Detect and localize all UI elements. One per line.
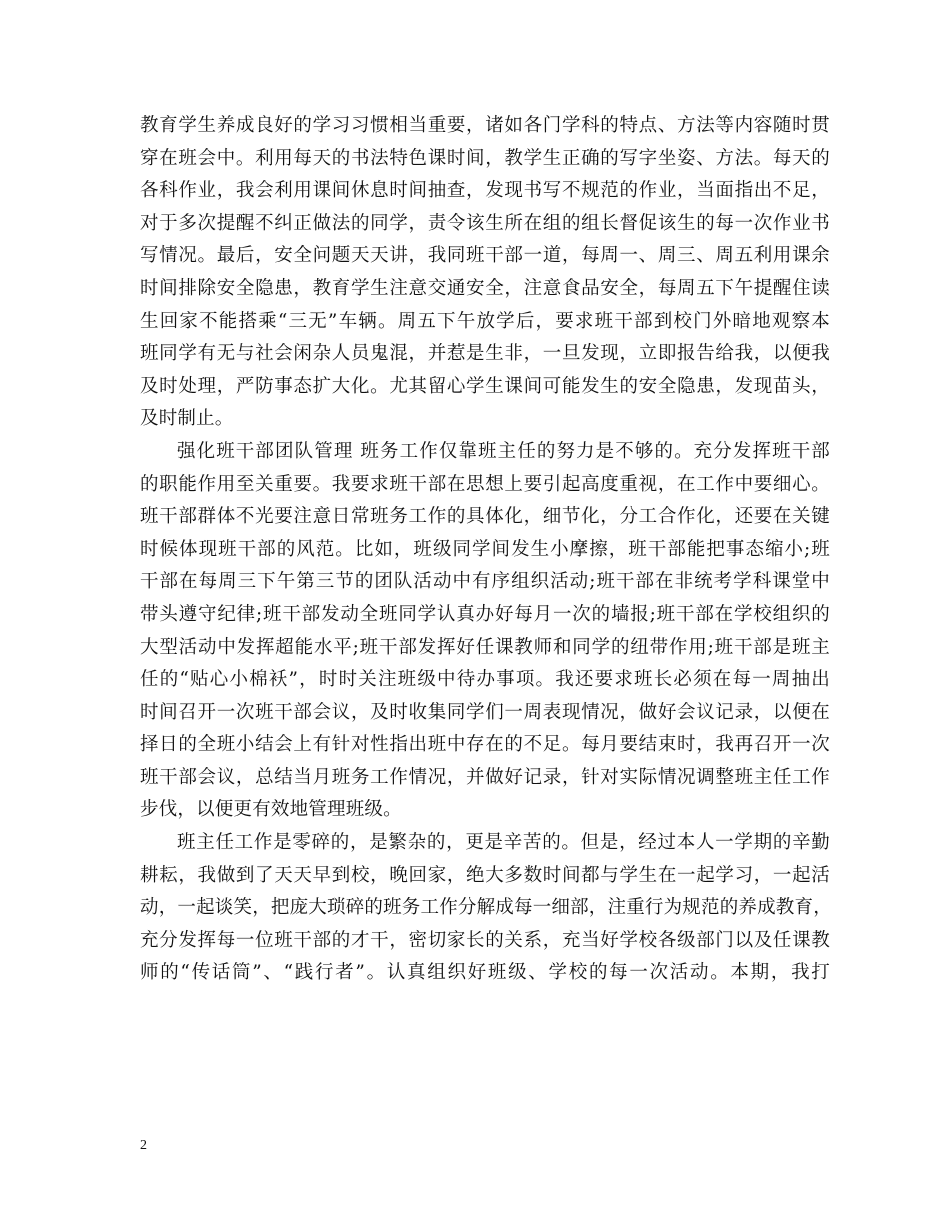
text-line: 对于多次提醒不纠正做法的同学，责令该生所在组的组长督促该生的每一次作业书 <box>140 212 830 234</box>
text-line: 各科作业，我会利用课间休息时间抽查，发现书写不规范的作业，当面指出不足， <box>140 180 830 202</box>
text-line: 步伐，以便更有效地管理班级。 <box>140 799 402 821</box>
text-line: 班同学有无与社会闲杂人员鬼混，并惹是生非，一旦发现，立即报告给我，以便我 <box>140 343 830 365</box>
text-line: 时间召开一次班干部会议，及时收集同学们一周表现情况，做好会议记录，以便在 <box>140 701 830 723</box>
text-line: 时间排除安全隐患，教育学生注意交通安全，注意食品安全，每周五下午提醒住读 <box>140 277 830 299</box>
text-line: 强化班干部团队管理 班务工作仅靠班主任的努力是不够的。充分发挥班干部 <box>177 440 830 462</box>
text-line: 师的“传话筒”、“践行者”。认真组织好班级、学校的每一次活动。本期，我打 <box>140 962 830 984</box>
text-line: 干部在每周三下午第三节的团队活动中有序组织活动;班干部在非统考学科课堂中 <box>140 571 830 593</box>
text-line: 班干部群体不光要注意日常班务工作的具体化，细节化，分工合作化，还要在关键 <box>140 506 830 528</box>
text-line: 及时制止。 <box>140 408 234 430</box>
text-line: 动，一起谈笑，把庞大琐碎的班务工作分解成每一细部，注重行为规范的养成教育， <box>140 897 832 919</box>
text-line: 及时处理，严防事态扩大化。尤其留心学生课间可能发生的安全隐患，发现苗头， <box>140 375 830 397</box>
text-line: 任的“贴心小棉袄”，时时关注班级中待办事项。我还要求班长必须在每一周抽出 <box>140 669 830 691</box>
text-line: 班干部会议，总结当月班务工作情况，并做好记录，针对实际情况调整班主任工作 <box>140 766 830 788</box>
text-line: 穿在班会中。利用每天的书法特色课时间，教学生正确的写字坐姿、方法。每天的 <box>140 147 830 169</box>
text-line: 充分发挥每一位班干部的才干，密切家长的关系，充当好学校各级部门以及任课教 <box>140 929 830 951</box>
text-line: 时候体现班干部的风范。比如，班级同学间发生小摩擦，班干部能把事态缩小;班 <box>140 538 830 560</box>
body-text <box>140 110 830 990</box>
text-line: 耕耘，我做到了天天早到校，晚回家，绝大多数时间都与学生在一起学习，一起活 <box>140 864 830 886</box>
text-line: 教育学生养成良好的学习习惯相当重要，诸如各门学科的特点、方法等内容随时贯 <box>140 115 830 136</box>
text-line: 的职能作用至关重要。我要求班干部在思想上要引起高度重视，在工作中要细心。 <box>140 473 830 495</box>
page-number: 2 <box>140 1138 147 1153</box>
text-line: 择日的全班小结会上有针对性指出班中存在的不足。每月要结束时，我再召开一次 <box>140 734 830 756</box>
text-line: 生回家不能搭乘“三无”车辆。周五下午放学后，要求班干部到校门外暗地观察本 <box>140 310 830 332</box>
text-line: 写情况。最后，安全问题天天讲，我同班干部一道，每周一、周三、周五利用课余 <box>140 245 830 267</box>
text-line: 班主任工作是零碎的，是繁杂的，更是辛苦的。但是，经过本人一学期的辛勤 <box>177 832 830 854</box>
text-line: 大型活动中发挥超能水平;班干部发挥好任课教师和同学的纽带作用;班干部是班主 <box>140 636 830 658</box>
text-line: 带头遵守纪律;班干部发动全班同学认真办好每月一次的墙报;班干部在学校组织的 <box>140 603 830 625</box>
